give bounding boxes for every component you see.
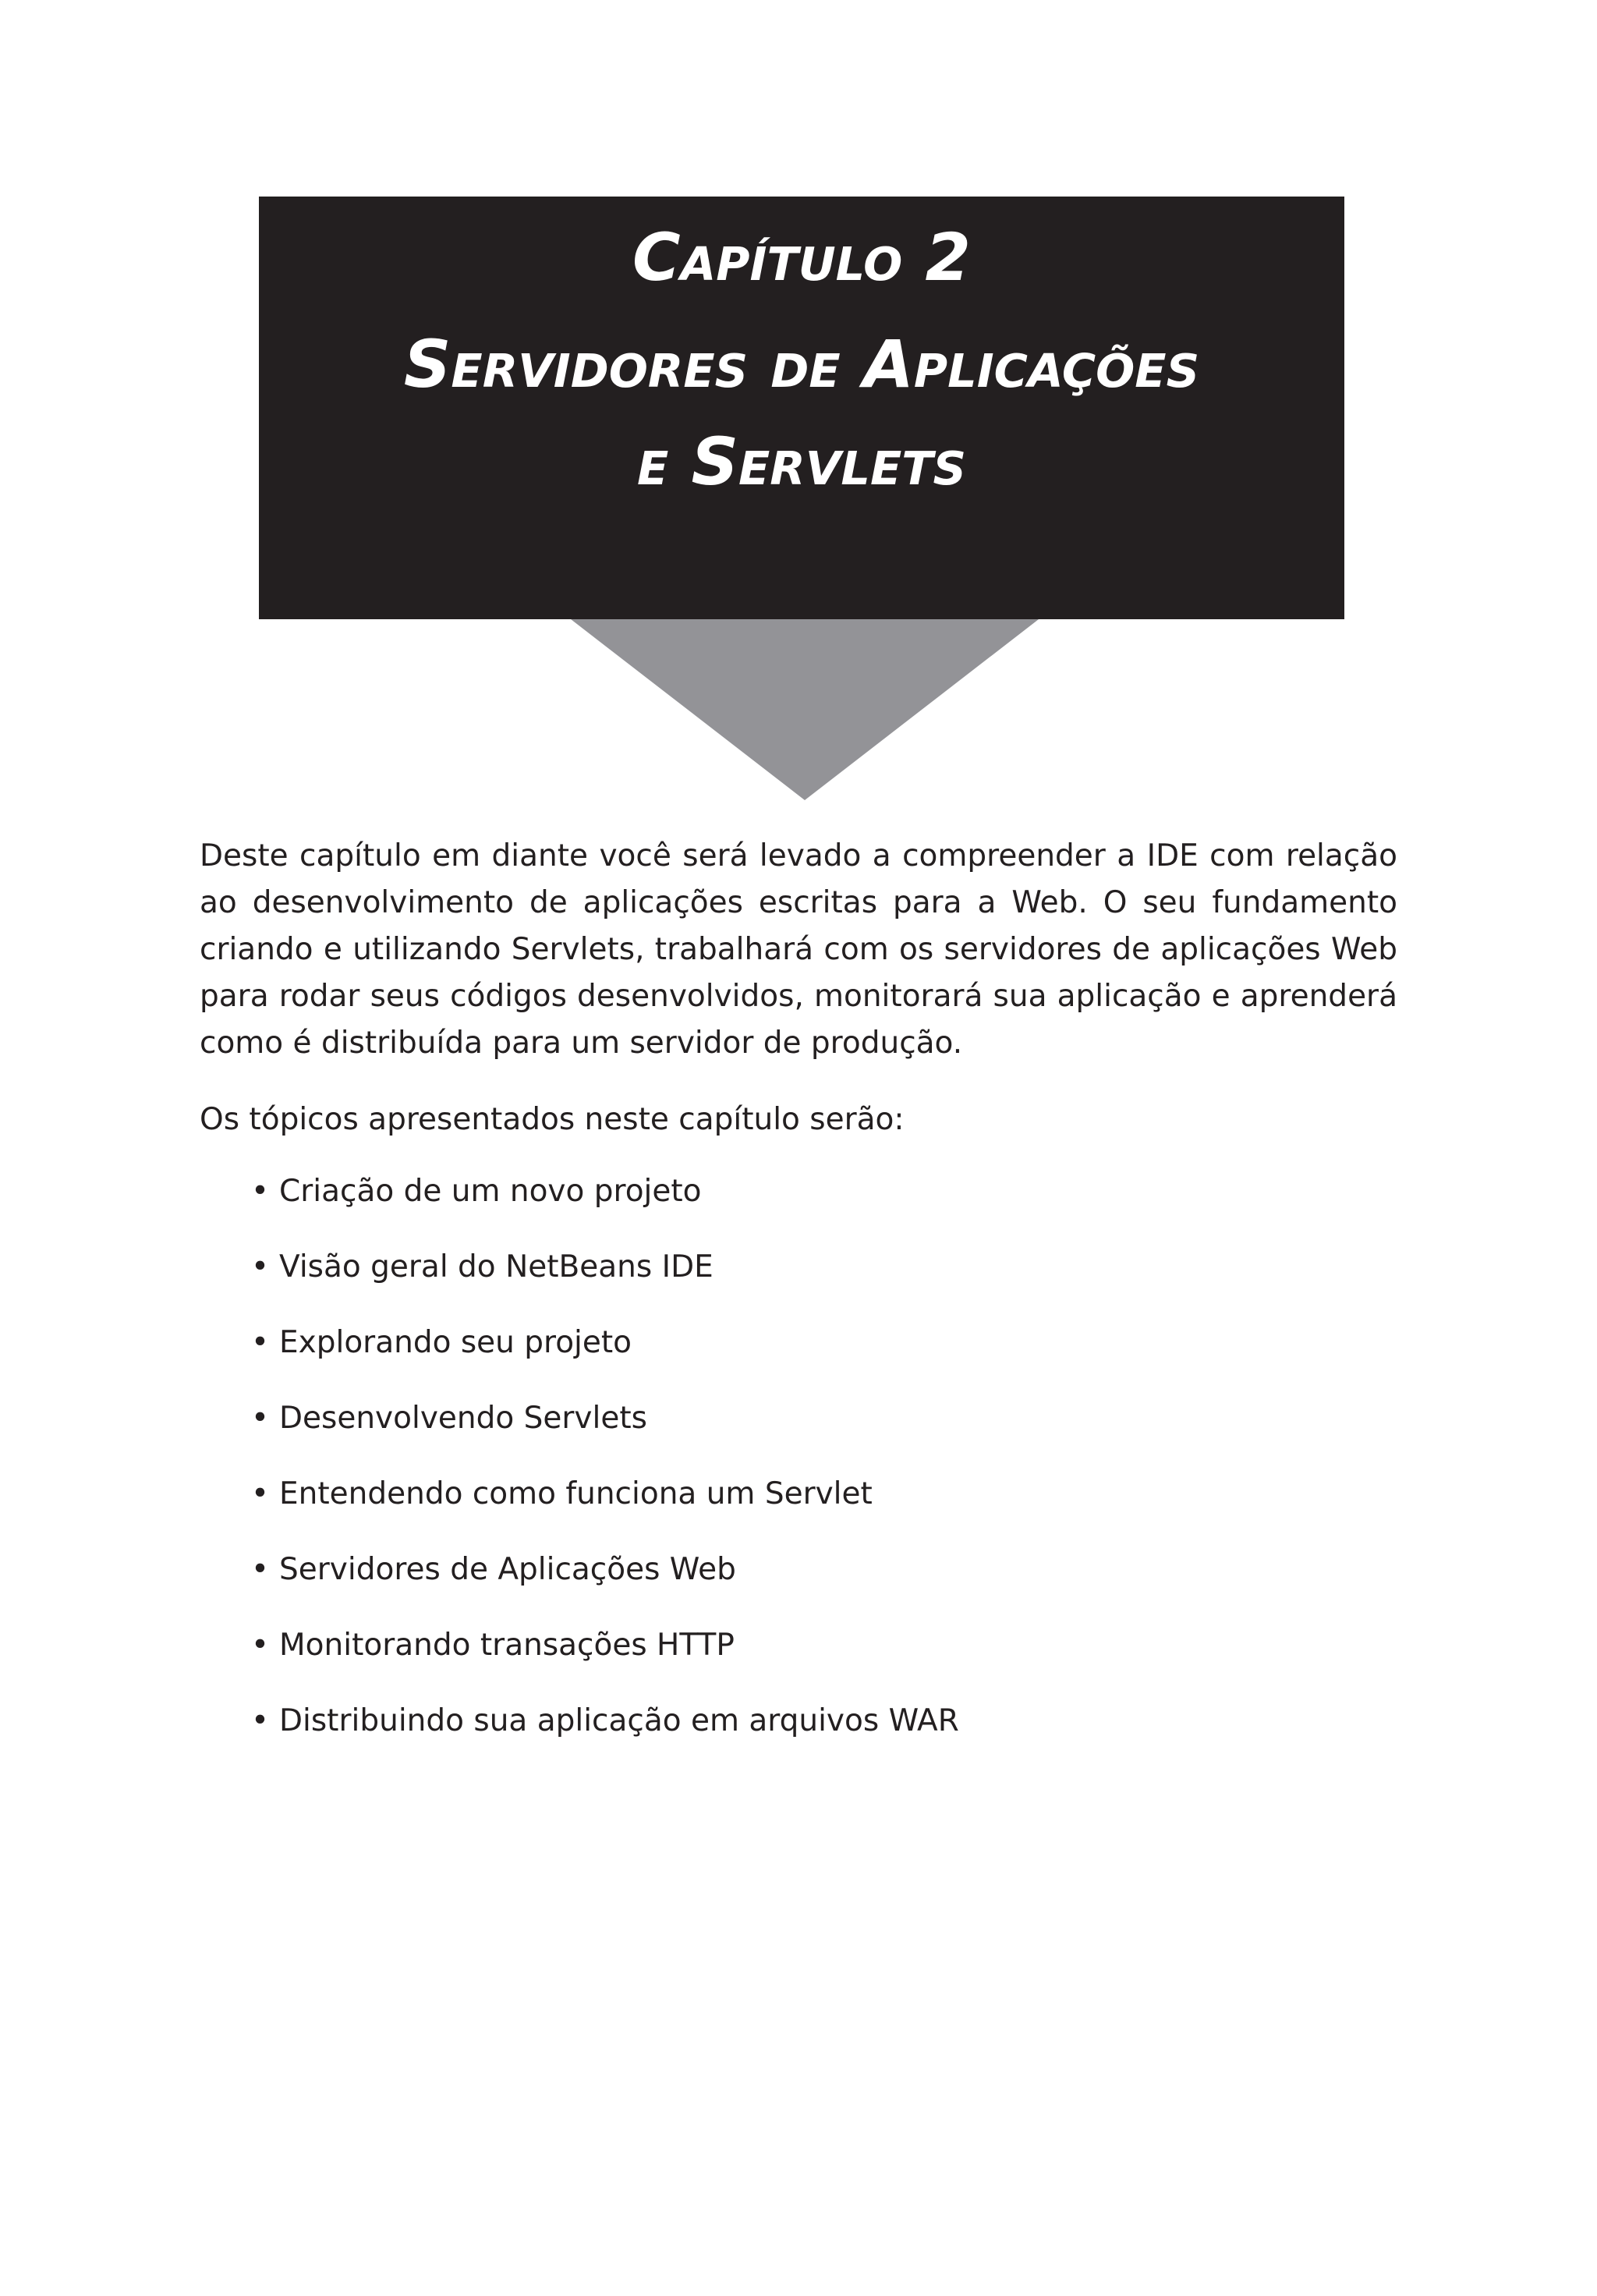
topic-label: Desenvolvendo Servlets (279, 1401, 647, 1436)
bullet-icon: • (251, 1476, 270, 1511)
chapter-title-line-2: e Servlets (636, 423, 967, 500)
topics-list (251, 1168, 959, 1773)
list-item (251, 1622, 959, 1698)
topic-label: Entendendo como funciona um Servlet (279, 1476, 873, 1511)
bullet-icon: • (251, 1249, 270, 1284)
list-item (251, 1471, 959, 1547)
bullet-icon: • (251, 1325, 270, 1360)
bullet-icon: • (251, 1174, 270, 1209)
topic-label: Distribuindo sua aplicação em arquivos WAR (279, 1703, 959, 1738)
topic-label: Visão geral do NetBeans IDE (279, 1249, 714, 1284)
list-item (251, 1168, 959, 1244)
intro-paragraph: Deste capítulo em diante você será levado a compreender a IDE com relação ao desenvolvimento de aplicações escritas para a Web. O seu fundamento criando e utilizando Servlets, trabalhará com os servidores de aplicações Web para rodar seus códigos desenvolvidos, monitorará sua aplicação e aprenderá como é distribuída para um servidor de produção. (200, 838, 1397, 1061)
bullet-icon: • (251, 1628, 270, 1663)
topics-intro: Os tópicos apresentados neste capítulo serão: (200, 1102, 905, 1137)
down-arrow-decoration (571, 619, 1039, 800)
list-item (251, 1244, 959, 1320)
topic-label: Explorando seu projeto (279, 1325, 632, 1360)
chapter-title-line-1: Servidores de Aplicações (403, 326, 1200, 402)
chapter-number-heading: Capítulo 2 (632, 219, 971, 296)
bullet-icon: • (251, 1703, 270, 1738)
list-item (251, 1698, 959, 1773)
bullet-icon: • (251, 1552, 270, 1587)
list-item (251, 1320, 959, 1395)
topic-label: Criação de um novo projeto (279, 1174, 702, 1209)
list-item (251, 1395, 959, 1471)
bullet-icon: • (251, 1401, 270, 1436)
topic-label: Servidores de Aplicações Web (279, 1552, 736, 1587)
chapter-title-box (259, 197, 1344, 619)
list-item (251, 1547, 959, 1622)
topic-label: Monitorando transações HTTP (279, 1628, 735, 1663)
